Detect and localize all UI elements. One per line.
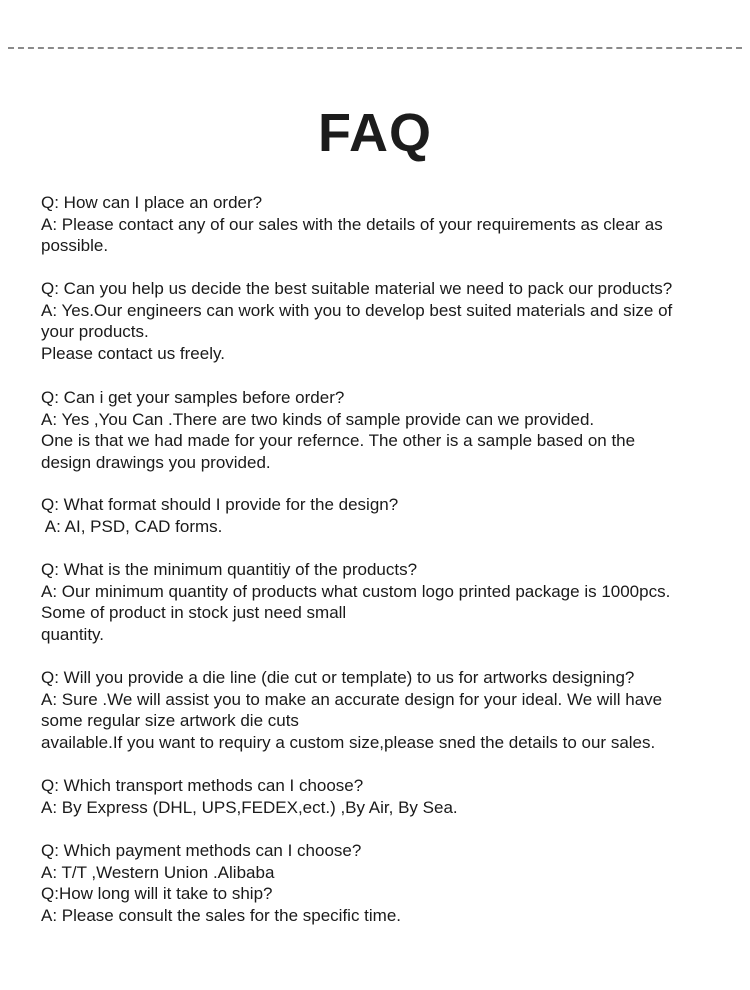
faq-line: Q: Which payment methods can I choose? bbox=[41, 841, 362, 860]
faq-line: Q: Will you provide a die line (die cut or template) to us for artworks designing? bbox=[41, 668, 635, 687]
faq-line: Some of product in stock just need small bbox=[41, 603, 347, 623]
faq-line: Q: What format should I provide for the design? bbox=[41, 495, 399, 514]
faq-line: Q: Can i get your samples before order? bbox=[41, 388, 345, 407]
faq-line: A: Our minimum quantity of products what custom logo printed package is 1000pcs. bbox=[41, 581, 671, 601]
faq-item bbox=[41, 494, 741, 537]
faq-line: Please contact us freely. bbox=[41, 343, 225, 363]
faq-line: some regular size artwork die cuts bbox=[41, 711, 299, 731]
faq-line: A: T/T ,Western Union .Alibaba bbox=[41, 862, 275, 882]
dashed-divider bbox=[8, 47, 742, 49]
faq-line: One is that we had made for your refernce. The other is a sample based on the bbox=[41, 431, 636, 451]
faq-line: quantity. bbox=[41, 624, 105, 644]
faq-line: available.If you want to requiry a custom size,please sned the details to our sales. bbox=[41, 732, 656, 752]
faq-line: A: AI, PSD, CAD forms. bbox=[41, 516, 223, 536]
faq-line: A: Please contact any of our sales with the details of your requirements as clear as bbox=[41, 214, 663, 234]
page-title: FAQ bbox=[317, 103, 432, 163]
faq-item bbox=[41, 278, 741, 364]
faq-line: A: Yes.Our engineers can work with you to develop best suited materials and size of bbox=[41, 300, 673, 320]
faq-line: Q: How can I place an order? bbox=[41, 193, 263, 212]
faq-line: Q: Which transport methods can I choose? bbox=[41, 776, 364, 795]
faq-line: Q: What is the minimum quantitiy of the products? bbox=[41, 560, 418, 579]
faq-item bbox=[41, 192, 741, 257]
faq-line: A: By Express (DHL, UPS,FEDEX,ect.) ,By Air, By Sea. bbox=[41, 797, 458, 817]
faq-item bbox=[41, 387, 741, 473]
faq-item bbox=[41, 775, 741, 818]
faq-line: Q:How long will it take to ship? bbox=[41, 884, 273, 904]
faq-line: design drawings you provided. bbox=[41, 452, 271, 472]
faq-line: Q: Can you help us decide the best suitable material we need to pack our products? bbox=[41, 279, 673, 298]
faq-item bbox=[41, 667, 741, 753]
faq-item bbox=[41, 559, 741, 645]
faq-line: A: Please consult the sales for the specific time. bbox=[41, 905, 402, 925]
faq-line: your products. bbox=[41, 322, 149, 342]
faq-item bbox=[41, 840, 741, 926]
faq-line: A: Sure .We will assist you to make an accurate design for your ideal. We will have bbox=[41, 689, 663, 709]
faq-line: possible. bbox=[41, 236, 109, 256]
faq-line: A: Yes ,You Can .There are two kinds of sample provide can we provided. bbox=[41, 409, 595, 429]
